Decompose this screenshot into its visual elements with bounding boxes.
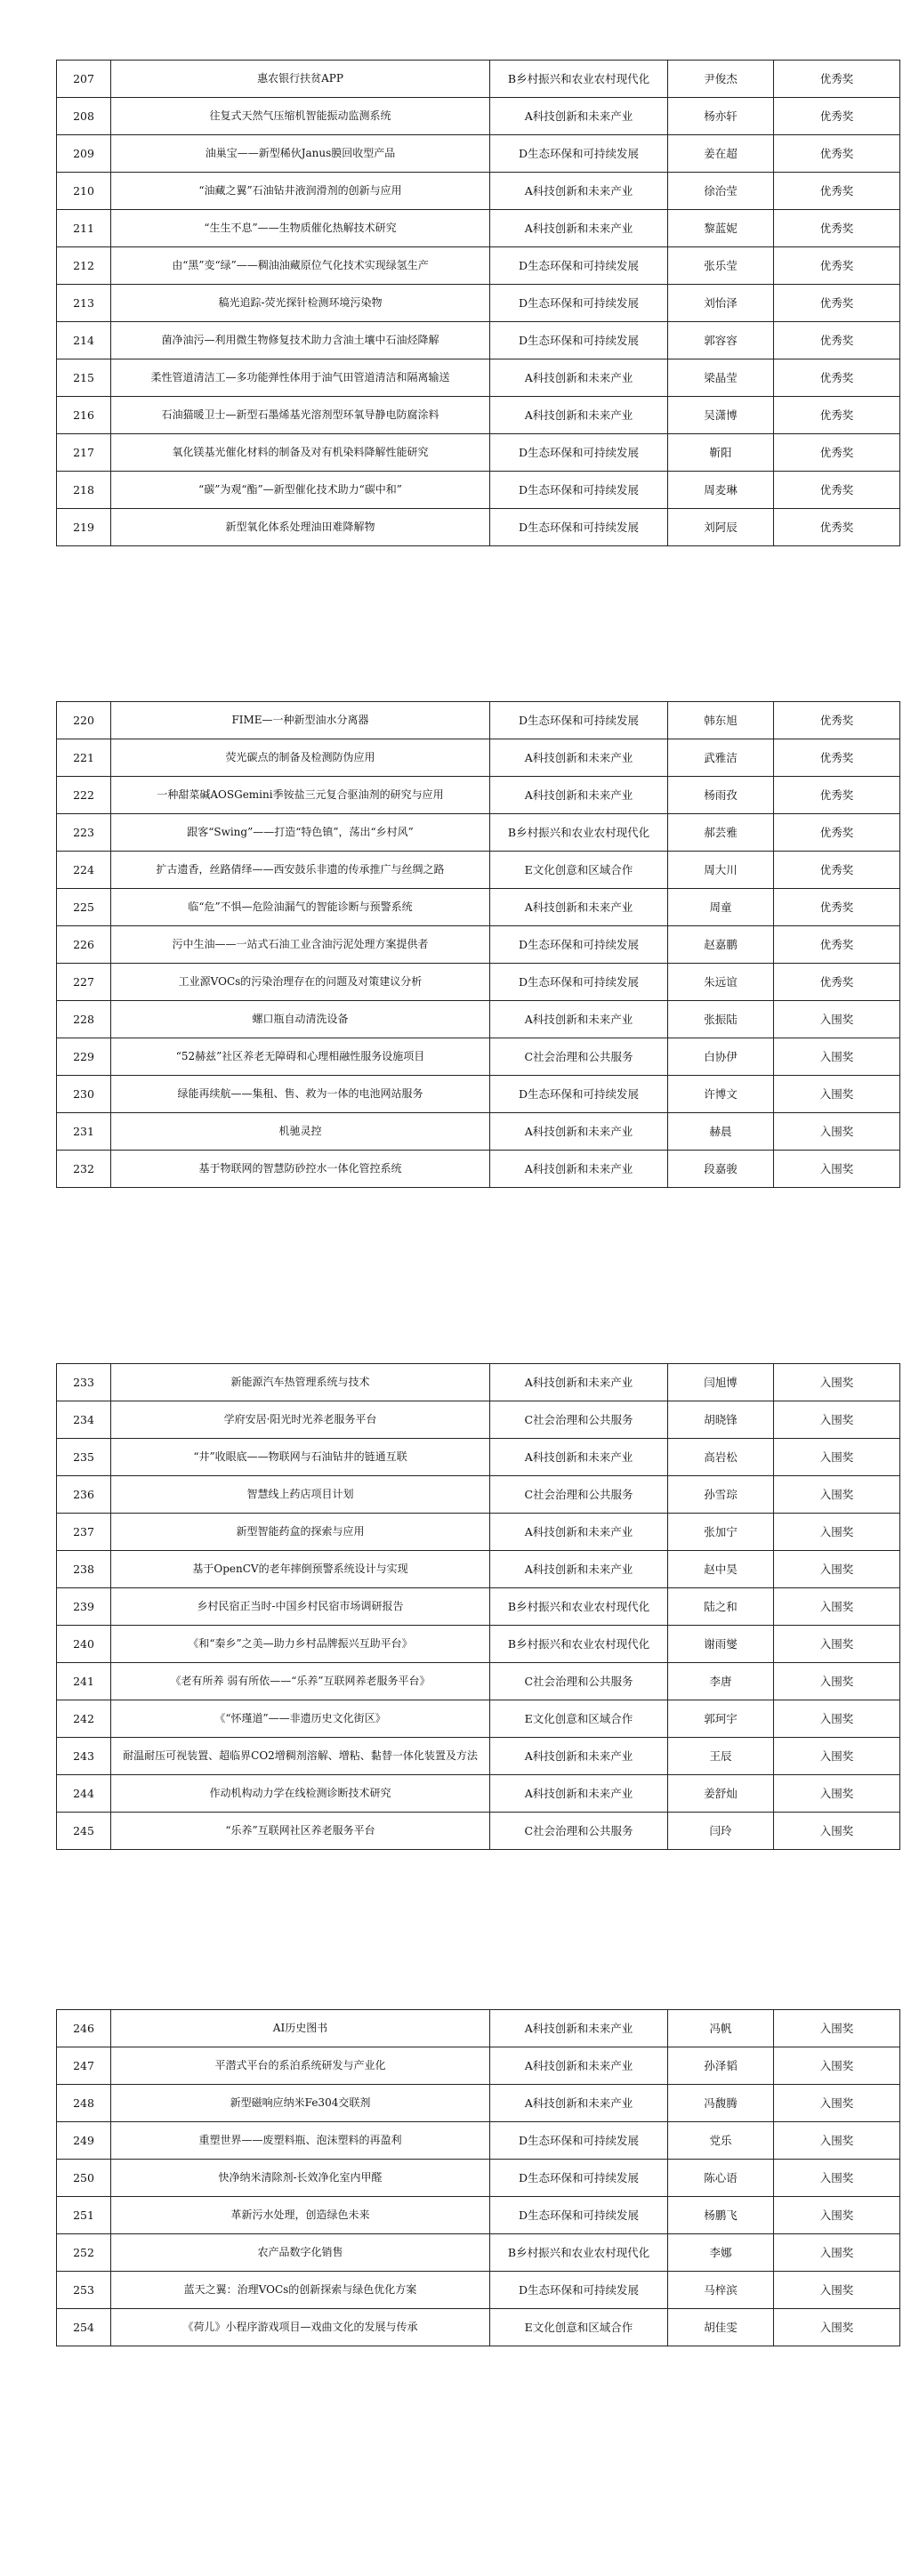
project-category: A科技创新和未来产业	[490, 397, 668, 434]
award-level: 入围奖	[774, 1738, 900, 1775]
table-row	[57, 702, 900, 739]
participant-name: 孙雪琮	[668, 1476, 774, 1514]
participant-name: 朱远谊	[668, 964, 774, 1001]
table-row	[57, 1001, 900, 1038]
table-row	[57, 1401, 900, 1439]
row-number: 207	[57, 61, 111, 98]
project-category: C社会治理和公共服务	[490, 1663, 668, 1700]
award-level: 优秀奖	[774, 509, 900, 546]
table-row	[57, 777, 900, 814]
project-title: 氧化镁基光催化材料的制备及对有机染料降解性能研究	[111, 434, 490, 472]
project-title: 新能源汽车热管理系统与技术	[111, 1364, 490, 1401]
award-level: 入围奖	[774, 1476, 900, 1514]
participant-name: 孙泽韬	[668, 2047, 774, 2085]
table-row	[57, 814, 900, 852]
table-row	[57, 397, 900, 434]
project-category: B乡村振兴和农业农村现代化	[490, 814, 668, 852]
project-category: C社会治理和公共服务	[490, 1476, 668, 1514]
table-row	[57, 1551, 900, 1588]
project-title: “油藏之翼”石油钻井液润滑剂的创新与应用	[111, 173, 490, 210]
award-level: 优秀奖	[774, 210, 900, 247]
row-number: 232	[57, 1151, 111, 1188]
participant-name: 姜舒灿	[668, 1775, 774, 1813]
award-level: 优秀奖	[774, 173, 900, 210]
participant-name: 刘怡泽	[668, 285, 774, 322]
participant-name: 郝芸雅	[668, 814, 774, 852]
award-level: 入围奖	[774, 1364, 900, 1401]
project-category: E文化创意和区域合作	[490, 2309, 668, 2346]
table-row	[57, 247, 900, 285]
project-title: 快净纳米清除剂-长效净化室内甲醛	[111, 2160, 490, 2197]
row-number: 231	[57, 1113, 111, 1151]
table-row	[57, 1813, 900, 1850]
project-category: D生态环保和可持续发展	[490, 2197, 668, 2234]
project-title: 机驰灵控	[111, 1113, 490, 1151]
row-number: 227	[57, 964, 111, 1001]
row-number: 238	[57, 1551, 111, 1588]
table-row	[57, 1626, 900, 1663]
participant-name: 张加宁	[668, 1514, 774, 1551]
award-level: 优秀奖	[774, 322, 900, 359]
row-number: 209	[57, 135, 111, 173]
project-title: 《荷儿》小程序游戏项目—戏曲文化的发展与传承	[111, 2309, 490, 2346]
project-category: D生态环保和可持续发展	[490, 434, 668, 472]
project-category: D生态环保和可持续发展	[490, 135, 668, 173]
award-level: 优秀奖	[774, 964, 900, 1001]
project-title: “52赫兹”社区养老无障碍和心理相融性服务设施项目	[111, 1038, 490, 1076]
table-row	[57, 1076, 900, 1113]
project-category: D生态环保和可持续发展	[490, 247, 668, 285]
participant-name: 周大川	[668, 852, 774, 889]
row-number: 237	[57, 1514, 111, 1551]
project-category: A科技创新和未来产业	[490, 1775, 668, 1813]
row-number: 235	[57, 1439, 111, 1476]
participant-name: 李娜	[668, 2234, 774, 2272]
row-number: 223	[57, 814, 111, 852]
participant-name: 杨鹏飞	[668, 2197, 774, 2234]
participant-name: 陈心语	[668, 2160, 774, 2197]
table-row	[57, 472, 900, 509]
participant-name: 武雅洁	[668, 739, 774, 777]
row-number: 218	[57, 472, 111, 509]
row-number: 216	[57, 397, 111, 434]
participant-name: 闫玲	[668, 1813, 774, 1850]
award-level: 优秀奖	[774, 247, 900, 285]
award-level: 入围奖	[774, 2122, 900, 2160]
award-level: 优秀奖	[774, 926, 900, 964]
project-category: A科技创新和未来产业	[490, 1551, 668, 1588]
project-title: “碳”为观“酯”—新型催化技术助力“碳中和”	[111, 472, 490, 509]
project-title: 基于物联网的智慧防砂控水一体化管控系统	[111, 1151, 490, 1188]
award-level: 入围奖	[774, 1663, 900, 1700]
project-title: 革新污水处理，创造绿色未来	[111, 2197, 490, 2234]
participant-name: 刘阿辰	[668, 509, 774, 546]
project-title: 《和“秦乡”之美—助力乡村品牌振兴互助平台》	[111, 1626, 490, 1663]
project-category: A科技创新和未来产业	[490, 1439, 668, 1476]
award-level: 入围奖	[774, 1514, 900, 1551]
project-title: 稿光追踪-荧光探针检测环境污染物	[111, 285, 490, 322]
project-category: C社会治理和公共服务	[490, 1038, 668, 1076]
project-category: A科技创新和未来产业	[490, 739, 668, 777]
project-category: A科技创新和未来产业	[490, 1001, 668, 1038]
participant-name: 姜在超	[668, 135, 774, 173]
project-title: 螺口瓶自动清洗设备	[111, 1001, 490, 1038]
project-category: C社会治理和公共服务	[490, 1813, 668, 1850]
award-level: 入围奖	[774, 2309, 900, 2346]
participant-name: 白协伊	[668, 1038, 774, 1076]
project-title: “生生不息”——生物质催化热解技术研究	[111, 210, 490, 247]
award-level: 入围奖	[774, 1775, 900, 1813]
project-category: E文化创意和区域合作	[490, 852, 668, 889]
project-title: 《老有所养 弱有所依——“乐养”互联网养老服务平台》	[111, 1663, 490, 1700]
table-row	[57, 2047, 900, 2085]
participant-name: 赫晨	[668, 1113, 774, 1151]
row-number: 226	[57, 926, 111, 964]
participant-name: 周童	[668, 889, 774, 926]
results-table-3	[56, 1363, 900, 1850]
participant-name: 张乐莹	[668, 247, 774, 285]
project-title: 《“怀瑾道”——非遗历史文化街区》	[111, 1700, 490, 1738]
award-level: 入围奖	[774, 1551, 900, 1588]
row-number: 220	[57, 702, 111, 739]
row-number: 211	[57, 210, 111, 247]
project-category: D生态环保和可持续发展	[490, 2160, 668, 2197]
project-category: A科技创新和未来产业	[490, 210, 668, 247]
row-number: 219	[57, 509, 111, 546]
row-number: 252	[57, 2234, 111, 2272]
participant-name: 尹俊杰	[668, 61, 774, 98]
row-number: 215	[57, 359, 111, 397]
table-row	[57, 926, 900, 964]
project-category: A科技创新和未来产业	[490, 2010, 668, 2047]
project-category: D生态环保和可持续发展	[490, 2272, 668, 2309]
award-level: 入围奖	[774, 1588, 900, 1626]
row-number: 247	[57, 2047, 111, 2085]
row-number: 245	[57, 1813, 111, 1850]
project-category: D生态环保和可持续发展	[490, 472, 668, 509]
row-number: 250	[57, 2160, 111, 2197]
table-row	[57, 852, 900, 889]
results-table-1	[56, 60, 900, 546]
row-number: 221	[57, 739, 111, 777]
table-row	[57, 135, 900, 173]
row-number: 253	[57, 2272, 111, 2309]
award-level: 优秀奖	[774, 889, 900, 926]
award-level: 优秀奖	[774, 285, 900, 322]
row-number: 213	[57, 285, 111, 322]
table-row	[57, 1775, 900, 1813]
award-level: 入围奖	[774, 1001, 900, 1038]
project-title: 基于OpenCV的老年摔倒预警系统设计与实现	[111, 1551, 490, 1588]
row-number: 249	[57, 2122, 111, 2160]
award-level: 优秀奖	[774, 777, 900, 814]
project-category: A科技创新和未来产业	[490, 2085, 668, 2122]
row-number: 246	[57, 2010, 111, 2047]
project-title: 一种甜菜碱AOSGemini季铵盐三元复合驱油剂的研究与应用	[111, 777, 490, 814]
row-number: 229	[57, 1038, 111, 1076]
participant-name: 王辰	[668, 1738, 774, 1775]
project-title: 石油猫暖卫士—新型石墨烯基光溶剂型环氧导静电防腐涂料	[111, 397, 490, 434]
project-title: 扩古遗香，丝路倩绎——西安鼓乐非遗的传承推广与丝绸之路	[111, 852, 490, 889]
project-title: “乐养”互联网社区养老服务平台	[111, 1813, 490, 1850]
project-category: D生态环保和可持续发展	[490, 926, 668, 964]
row-number: 208	[57, 98, 111, 135]
project-title: 重塑世界——废塑料瓶、泡沫塑料的再盈利	[111, 2122, 490, 2160]
project-title: 临“危”不惧—危险油漏气的智能诊断与预警系统	[111, 889, 490, 926]
project-category: D生态环保和可持续发展	[490, 2122, 668, 2160]
participant-name: 郭容容	[668, 322, 774, 359]
project-title: 作动机构动力学在线检测诊断技术研究	[111, 1775, 490, 1813]
table-row	[57, 1364, 900, 1401]
participant-name: 胡晓锋	[668, 1401, 774, 1439]
participant-name: 郭珂宇	[668, 1700, 774, 1738]
award-level: 入围奖	[774, 2010, 900, 2047]
award-level: 入围奖	[774, 1626, 900, 1663]
row-number: 243	[57, 1738, 111, 1775]
award-level: 入围奖	[774, 1151, 900, 1188]
table-row	[57, 359, 900, 397]
project-category: D生态环保和可持续发展	[490, 322, 668, 359]
award-level: 优秀奖	[774, 472, 900, 509]
project-category: A科技创新和未来产业	[490, 98, 668, 135]
project-title: 新型磁响应纳米Fe304交联剂	[111, 2085, 490, 2122]
row-number: 224	[57, 852, 111, 889]
table-row	[57, 1663, 900, 1700]
project-title: 工业源VOCs的污染治理存在的问题及对策建议分析	[111, 964, 490, 1001]
row-number: 242	[57, 1700, 111, 1738]
project-category: B乡村振兴和农业农村现代化	[490, 2234, 668, 2272]
participant-name: 闫旭博	[668, 1364, 774, 1401]
participant-name: 胡佳雯	[668, 2309, 774, 2346]
award-level: 优秀奖	[774, 702, 900, 739]
project-category: A科技创新和未来产业	[490, 2047, 668, 2085]
project-category: A科技创新和未来产业	[490, 1113, 668, 1151]
project-category: D生态环保和可持续发展	[490, 1076, 668, 1113]
award-level: 入围奖	[774, 1700, 900, 1738]
row-number: 254	[57, 2309, 111, 2346]
project-category: A科技创新和未来产业	[490, 173, 668, 210]
participant-name: 李唐	[668, 1663, 774, 1700]
award-level: 入围奖	[774, 1113, 900, 1151]
table-row	[57, 1113, 900, 1151]
table-row	[57, 2309, 900, 2346]
participant-name: 张振陆	[668, 1001, 774, 1038]
award-level: 优秀奖	[774, 434, 900, 472]
row-number: 251	[57, 2197, 111, 2234]
project-category: A科技创新和未来产业	[490, 1364, 668, 1401]
project-category: A科技创新和未来产业	[490, 777, 668, 814]
project-title: 农产品数字化销售	[111, 2234, 490, 2272]
results-table-2	[56, 701, 900, 1188]
participant-name: 许博文	[668, 1076, 774, 1113]
award-level: 入围奖	[774, 2197, 900, 2234]
project-title: 柔性管道清洁工—多功能弹性体用于油气田管道清洁和隔离输送	[111, 359, 490, 397]
participant-name: 靳阳	[668, 434, 774, 472]
project-category: D生态环保和可持续发展	[490, 964, 668, 1001]
participant-name: 陆之和	[668, 1588, 774, 1626]
project-title: 智慧线上药店项目计划	[111, 1476, 490, 1514]
row-number: 225	[57, 889, 111, 926]
project-title: 油巢宝——新型稀伙Janus膜回收型产品	[111, 135, 490, 173]
table-row	[57, 1038, 900, 1076]
project-category: A科技创新和未来产业	[490, 1514, 668, 1551]
award-level: 入围奖	[774, 1813, 900, 1850]
table-row	[57, 1700, 900, 1738]
award-level: 优秀奖	[774, 61, 900, 98]
results-table-4	[56, 2009, 900, 2346]
row-number: 241	[57, 1663, 111, 1700]
project-title: AI历史图书	[111, 2010, 490, 2047]
row-number: 222	[57, 777, 111, 814]
award-level: 入围奖	[774, 1439, 900, 1476]
participant-name: 梁晶莹	[668, 359, 774, 397]
table-row	[57, 2122, 900, 2160]
project-title: 绿能再续航——集租、售、救为一体的电池网站服务	[111, 1076, 490, 1113]
award-level: 优秀奖	[774, 739, 900, 777]
project-title: FIME—一种新型油水分离器	[111, 702, 490, 739]
row-number: 233	[57, 1364, 111, 1401]
table-row	[57, 1439, 900, 1476]
row-number: 214	[57, 322, 111, 359]
table-row	[57, 2197, 900, 2234]
participant-name: 杨雨孜	[668, 777, 774, 814]
participant-name: 赵中昊	[668, 1551, 774, 1588]
project-title: 学府安居·阳光时光养老服务平台	[111, 1401, 490, 1439]
row-number: 248	[57, 2085, 111, 2122]
award-level: 优秀奖	[774, 359, 900, 397]
participant-name: 党乐	[668, 2122, 774, 2160]
participant-name: 马梓滨	[668, 2272, 774, 2309]
award-level: 入围奖	[774, 2272, 900, 2309]
row-number: 234	[57, 1401, 111, 1439]
project-title: 污中生油——一站式石油工业含油污泥处理方案提供者	[111, 926, 490, 964]
participant-name: 吴潇博	[668, 397, 774, 434]
project-title: 蓝天之翼：治理VOCs的创新探索与绿色优化方案	[111, 2272, 490, 2309]
row-number: 210	[57, 173, 111, 210]
participant-name: 韩东旭	[668, 702, 774, 739]
table-row	[57, 285, 900, 322]
row-number: 236	[57, 1476, 111, 1514]
project-title: 荧光碳点的制备及检测防伪应用	[111, 739, 490, 777]
project-category: A科技创新和未来产业	[490, 1738, 668, 1775]
participant-name: 段嘉骏	[668, 1151, 774, 1188]
table-row	[57, 1738, 900, 1775]
project-category: D生态环保和可持续发展	[490, 509, 668, 546]
project-title: “井”收眼底——物联网与石油钻井的链通互联	[111, 1439, 490, 1476]
award-level: 入围奖	[774, 1401, 900, 1439]
table-row	[57, 1588, 900, 1626]
table-row	[57, 322, 900, 359]
table-row	[57, 1476, 900, 1514]
project-title: 往复式天然气压缩机智能振动监测系统	[111, 98, 490, 135]
table-row	[57, 2085, 900, 2122]
project-category: D生态环保和可持续发展	[490, 702, 668, 739]
participant-name: 冯帆	[668, 2010, 774, 2047]
project-title: 乡村民宿正当时-中国乡村民宿市场调研报告	[111, 1588, 490, 1626]
row-number: 217	[57, 434, 111, 472]
row-number: 239	[57, 1588, 111, 1626]
project-title: 新型智能药盒的探索与应用	[111, 1514, 490, 1551]
table-row	[57, 210, 900, 247]
project-title: 由“黑”变“绿”——稠油油藏原位气化技术实现绿氢生产	[111, 247, 490, 285]
project-category: A科技创新和未来产业	[490, 359, 668, 397]
participant-name: 黎蓝妮	[668, 210, 774, 247]
table-row	[57, 1514, 900, 1551]
project-title: 平潜式平台的系泊系统研发与产业化	[111, 2047, 490, 2085]
table-row	[57, 434, 900, 472]
row-number: 240	[57, 1626, 111, 1663]
award-level: 入围奖	[774, 2234, 900, 2272]
project-category: A科技创新和未来产业	[490, 1151, 668, 1188]
award-level: 优秀奖	[774, 852, 900, 889]
project-category: A科技创新和未来产业	[490, 889, 668, 926]
row-number: 228	[57, 1001, 111, 1038]
project-title: 菌净油污—利用微生物修复技术助力含油土壤中石油烃降解	[111, 322, 490, 359]
table-row	[57, 61, 900, 98]
award-level: 优秀奖	[774, 397, 900, 434]
project-title: 跟客“Swing”——打造“特色镇”，荡出“乡村风”	[111, 814, 490, 852]
table-row	[57, 1151, 900, 1188]
row-number: 244	[57, 1775, 111, 1813]
table-row	[57, 173, 900, 210]
participant-name: 高岩松	[668, 1439, 774, 1476]
table-row	[57, 2160, 900, 2197]
participant-name: 谢雨燮	[668, 1626, 774, 1663]
table-row	[57, 2010, 900, 2047]
project-category: C社会治理和公共服务	[490, 1401, 668, 1439]
award-level: 优秀奖	[774, 135, 900, 173]
award-level: 入围奖	[774, 1038, 900, 1076]
table-row	[57, 964, 900, 1001]
award-level: 入围奖	[774, 2047, 900, 2085]
table-row	[57, 739, 900, 777]
project-category: E文化创意和区域合作	[490, 1700, 668, 1738]
table-row	[57, 889, 900, 926]
participant-name: 冯馥腾	[668, 2085, 774, 2122]
table-row	[57, 98, 900, 135]
project-title: 新型氧化体系处理油田难降解物	[111, 509, 490, 546]
table-row	[57, 509, 900, 546]
award-level: 入围奖	[774, 1076, 900, 1113]
row-number: 230	[57, 1076, 111, 1113]
project-title: 耐温耐压可视装置、超临界CO2增稠剂溶解、增粘、黏替一体化装置及方法	[111, 1738, 490, 1775]
participant-name: 徐治莹	[668, 173, 774, 210]
project-category: B乡村振兴和农业农村现代化	[490, 1588, 668, 1626]
participant-name: 杨亦轩	[668, 98, 774, 135]
project-category: B乡村振兴和农业农村现代化	[490, 1626, 668, 1663]
participant-name: 周麦琳	[668, 472, 774, 509]
row-number: 212	[57, 247, 111, 285]
award-level: 优秀奖	[774, 814, 900, 852]
participant-name: 赵嘉鹏	[668, 926, 774, 964]
project-category: D生态环保和可持续发展	[490, 285, 668, 322]
project-title: 惠农银行扶贫APP	[111, 61, 490, 98]
project-category: B乡村振兴和农业农村现代化	[490, 61, 668, 98]
award-level: 优秀奖	[774, 98, 900, 135]
table-row	[57, 2272, 900, 2309]
award-level: 入围奖	[774, 2085, 900, 2122]
table-row	[57, 2234, 900, 2272]
award-level: 入围奖	[774, 2160, 900, 2197]
